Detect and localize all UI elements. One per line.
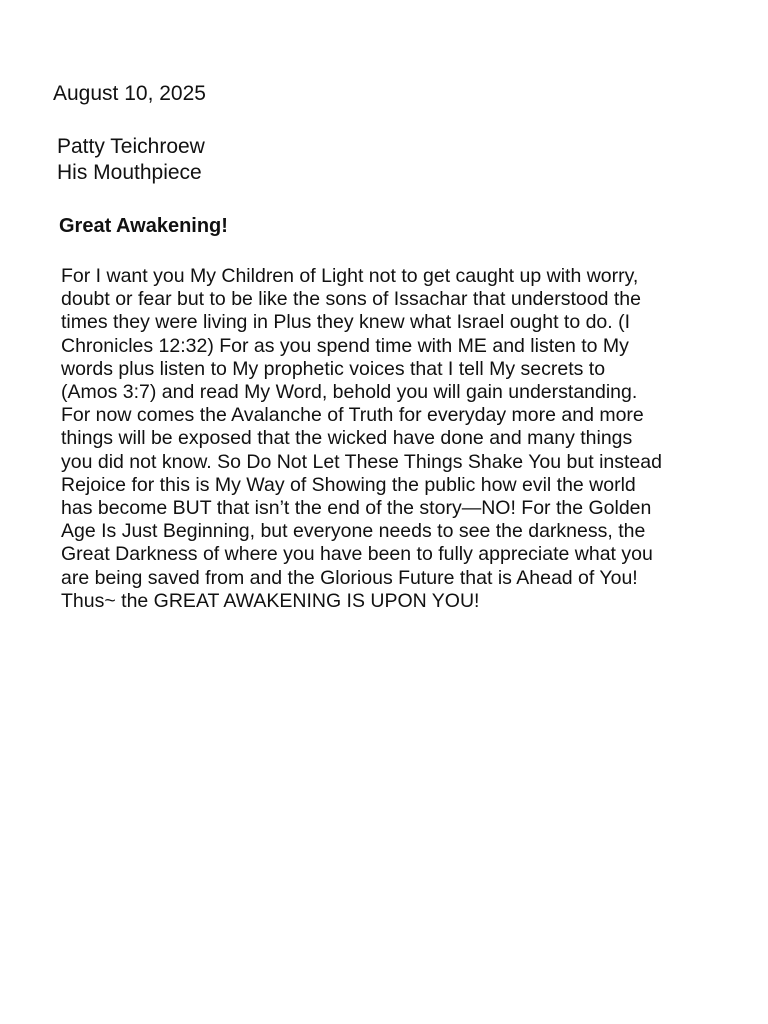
body-line: (Amos 3:7) and read My Word, behold you will gain understanding. <box>61 381 638 404</box>
document-date: August 10, 2025 <box>53 82 206 105</box>
author-name: Patty Teichroew <box>57 135 205 158</box>
body-line: words plus listen to My prophetic voices that I tell My secrets to <box>61 357 606 380</box>
body-line: Rejoice for this is My Way of Showing the public how evil the world <box>61 473 636 496</box>
author-block <box>57 134 205 186</box>
body-line: things will be exposed that the wicked have done and many things <box>61 427 633 450</box>
body-line: Age Is Just Beginning, but everyone needs to see the darkness, the <box>61 520 646 543</box>
body-line: doubt or fear but to be like the sons of Issachar that understood the <box>61 288 641 311</box>
body-line: Thus~ the GREAT AWAKENING IS UPON YOU! <box>61 589 480 612</box>
body-line: For I want you My Children of Light not to get caught up with worry, <box>61 265 639 287</box>
body-line: has become BUT that isn’t the end of the story—NO! For the Golden <box>61 497 652 520</box>
body-line: Great Darkness of where you have been to fully appreciate what you <box>61 543 653 566</box>
body-line: Chronicles 12:32) For as you spend time with ME and listen to My <box>61 334 629 357</box>
body-line: times they were living in Plus they knew what Israel ought to do. (I <box>61 311 631 334</box>
body-line: For now comes the Avalanche of Truth for everyday more and more <box>61 404 644 427</box>
body-line: are being saved from and the Glorious Future that is Ahead of You! <box>61 566 638 589</box>
document-body <box>61 265 751 613</box>
author-role: His Mouthpiece <box>57 161 202 184</box>
document-title: Great Awakening! <box>59 215 228 237</box>
body-line: you did not know. So Do Not Let These Things Shake You but instead <box>61 450 662 473</box>
